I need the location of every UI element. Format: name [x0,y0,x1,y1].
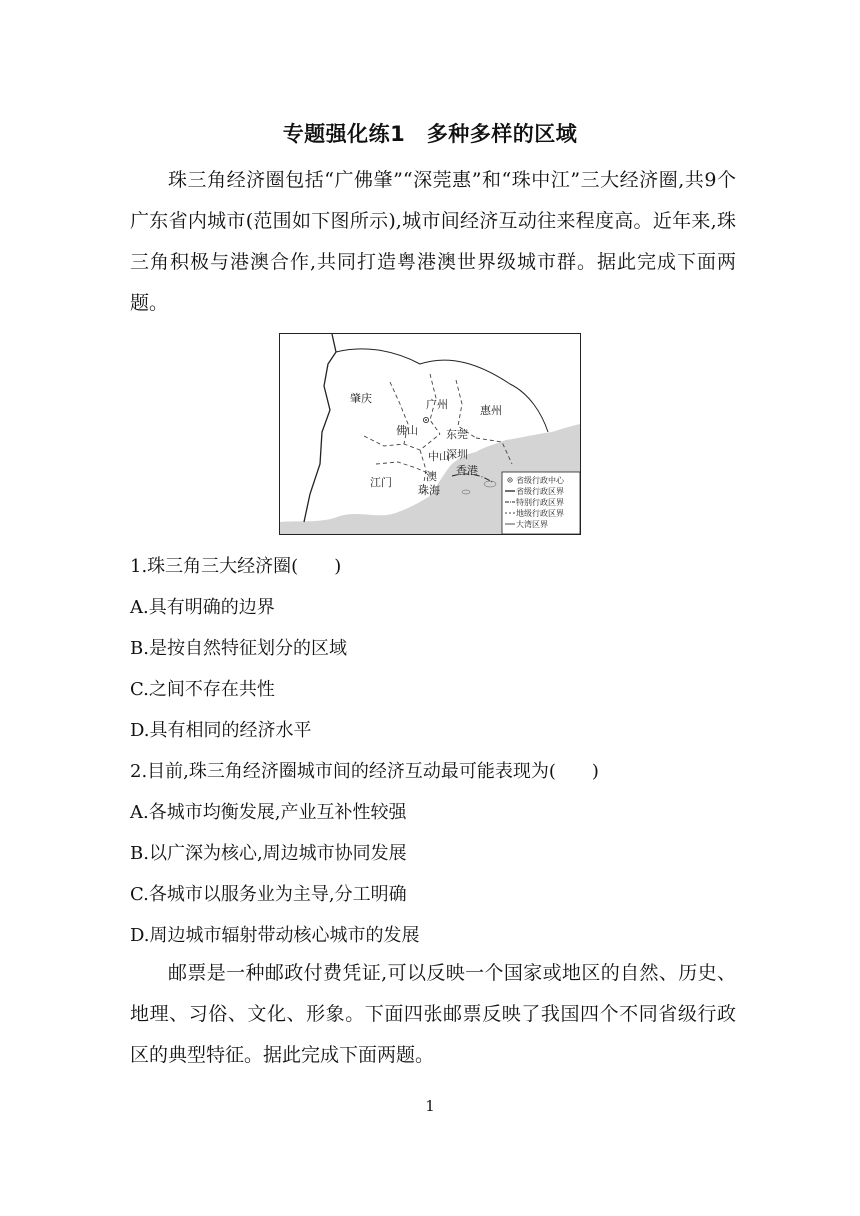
legend-bay-area-boundary: 大湾区界 [516,520,548,529]
question-2-option-a: A.各城市均衡发展,产业互补性较强 [130,802,407,823]
map-label-dongguan: 东莞 [446,428,468,441]
intro-paragraph-2: 邮票是一种邮政付费凭证,可以反映一个国家或地区的自然、历史、地理、习俗、文化、形象。下面四张邮票反映了我国四个不同省级行政区的典型特征。据此完成下面两题。 [130,962,736,1066]
page-title: 专题强化练1 多种多样的区域 [282,122,578,146]
question-1-option-a: A.具有明确的边界 [130,597,275,618]
map-label-shenzhen: 深圳 [446,448,468,461]
page-number: 1 [425,1097,435,1115]
legend-provincial-boundary: 省级行政区界 [516,487,564,496]
map-label-aomen: 澳 [426,470,437,483]
question-2-option-c: C.各城市以服务业为主导,分工明确 [130,884,407,905]
map-label-foshan: 佛山 [396,424,418,437]
question-1-option-c: C.之间不存在共性 [130,679,275,700]
map-label-guangzhou: 广州 [426,398,448,411]
map-label-zhongshan: 中山 [428,450,450,463]
intro-paragraph-1: 珠三角经济圈包括“广佛肇”“深莞惠”和“珠中江”三大经济圈,共9个广东省内城市(范围如下图所示),城市间经济互动往来程度高。近年来,珠三角积极与港澳合作,共同打造粤港澳世界级城市群。据此完成下面两题。 [130,169,736,314]
question-1-option-d: D.具有相同的经济水平 [130,720,312,741]
map-label-zhaoqing: 肇庆 [350,392,372,405]
map-label-xianggang: 香港 [456,464,478,477]
question-2-option-d: D.周边城市辐射带动核心城市的发展 [130,925,420,946]
question-1-option-b: B.是按自然特征划分的区域 [130,638,347,659]
map-label-zhuhai: 珠海 [418,484,440,497]
map-legend [502,472,580,534]
pearl-river-delta-map [279,333,581,535]
legend-provincial-center: 省级行政中心 [516,476,564,485]
map-label-jiangmen: 江门 [370,476,392,489]
legend-prefecture-boundary: 地级行政区界 [516,509,564,518]
legend-sar-boundary: 特别行政区界 [516,498,564,507]
map-graphic [280,334,580,534]
question-1-stem: 1.珠三角三大经济圈( ) [130,556,342,577]
map-label-huizhou: 惠州 [480,404,502,417]
question-2-option-b: B.以广深为核心,周边城市协同发展 [130,843,407,864]
question-2-stem: 2.目前,珠三角经济圈城市间的经济互动最可能表现为( ) [130,761,599,782]
